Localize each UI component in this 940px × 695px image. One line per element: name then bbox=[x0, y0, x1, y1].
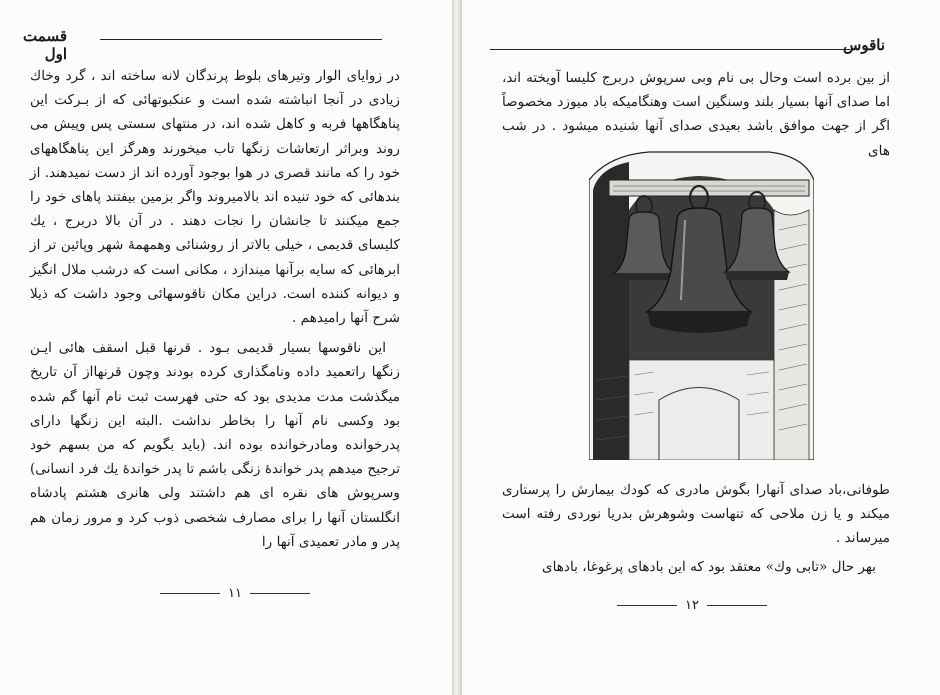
right-paragraph-top: از بین برده است وحال بی نام وبی سرپوش دربرج كلیسا آویخته اند، اما صدای آنها بسیار بلند وسنگین است وهنگامیكه باد میوزد مخصوصاً اگر از جهت موافق باشد بعیدی صدای آنها شنیده میشود . در شب های bbox=[502, 70, 890, 159]
lower-wall bbox=[629, 360, 774, 460]
bells-illustration bbox=[589, 150, 814, 460]
left-page-folio bbox=[160, 586, 310, 601]
right-page-folio bbox=[617, 598, 767, 613]
left-page-header: قسمت اول bbox=[23, 27, 67, 63]
right-paragraph-bottom-1: طوفانی،باد صدای آنهارا بگوش مادری كه كودك بیمارش را پرستاری میكند و یا زن ملاحی كه تنهاست وشوهرش بدریا نوردی رفته است میرساند . bbox=[502, 482, 890, 547]
right-page bbox=[462, 0, 940, 695]
folio-dash bbox=[250, 593, 310, 594]
book-gutter bbox=[452, 0, 462, 695]
left-page-number: ۱۱ bbox=[228, 586, 242, 601]
right-header-rule bbox=[490, 49, 850, 50]
right-page-body-top bbox=[502, 66, 890, 163]
folio-dash bbox=[617, 605, 677, 606]
left-pillar-shadow bbox=[593, 162, 629, 460]
left-paragraph-1: در زوایای الوار وتیرهای بلوط پرندگان لانه ساخته اند ، گرد وخاك زیادی در آنجا انباشته شده است و عنكبوتهائی كه از بـركت این پناهگاهها فربه و كاهل شده اند، در منتهای سستی پس وپیش می روند وبراثر ارتعاشات زنگها تاب میخورند وهرگز این پناهگاههای خود را كه مانند قصری در هوا بوجود آورده اند از دست نمیدهند. از بندهائی كه خود تنیده اند بالامیروند واگر بزمین بیفتند پاهای خود را جمع میكنند تا جانشان را نجات دهند . در آن بالا دربرج ، یك كلیسای قدیمی ، خیلی بالاتر از روشنائی وهمهمهٔ شهر وپائین تر از ابرهائی كه سایه برآنها میندازد ، مكانی است كه درشب ملال انگیز و دیوانه كننده است. دراین مكان ناقوسهائی وجود داشت كه ذیلا شرح آنها رامیدهم . bbox=[30, 68, 400, 327]
left-header-rule bbox=[100, 39, 382, 40]
left-page bbox=[0, 0, 452, 695]
folio-dash bbox=[707, 605, 767, 606]
left-page-body bbox=[30, 64, 400, 554]
right-page-number: ۱۲ bbox=[685, 598, 699, 613]
right-page-header: ناقوس bbox=[843, 36, 885, 54]
folio-dash bbox=[160, 593, 220, 594]
left-paragraph-2: این ناقوسها بسیار قدیمی بـود . قرنها قبل اسقف هائی ایـن زنگها راتعمید داده ونامگذاری كرده بودند وچون قرنهااز آن تاریخ میگذشت مدت مدیدی بود كه حتی فهرست ثبت نام آنها گم شده بود وكسی نام آنها را بخاطر نداشت .البته این زنگها دارای پدرخوانده ومادرخوانده بوده اند. (باید بگویم كه من بسهم خود ترجیح میدهم پدر خواندهٔ زنگی باشم تا پدر خواندهٔ یك فرد انسانی) وسرپوش های نقره ای هم داشتند ولی هانری هشتم پادشاه انگلستان آنها را برای مصارف شخصی ذوب كرد و مرور زمان هم پدر و مادر تعمیدی آنها را bbox=[30, 340, 400, 550]
right-page-body-bottom bbox=[502, 478, 890, 579]
right-paragraph-bottom-2: بهر حال «تابی وك» معتقد بود كه این بادهای پرغوغا، بادهای bbox=[541, 558, 876, 575]
wooden-beam bbox=[609, 180, 809, 196]
